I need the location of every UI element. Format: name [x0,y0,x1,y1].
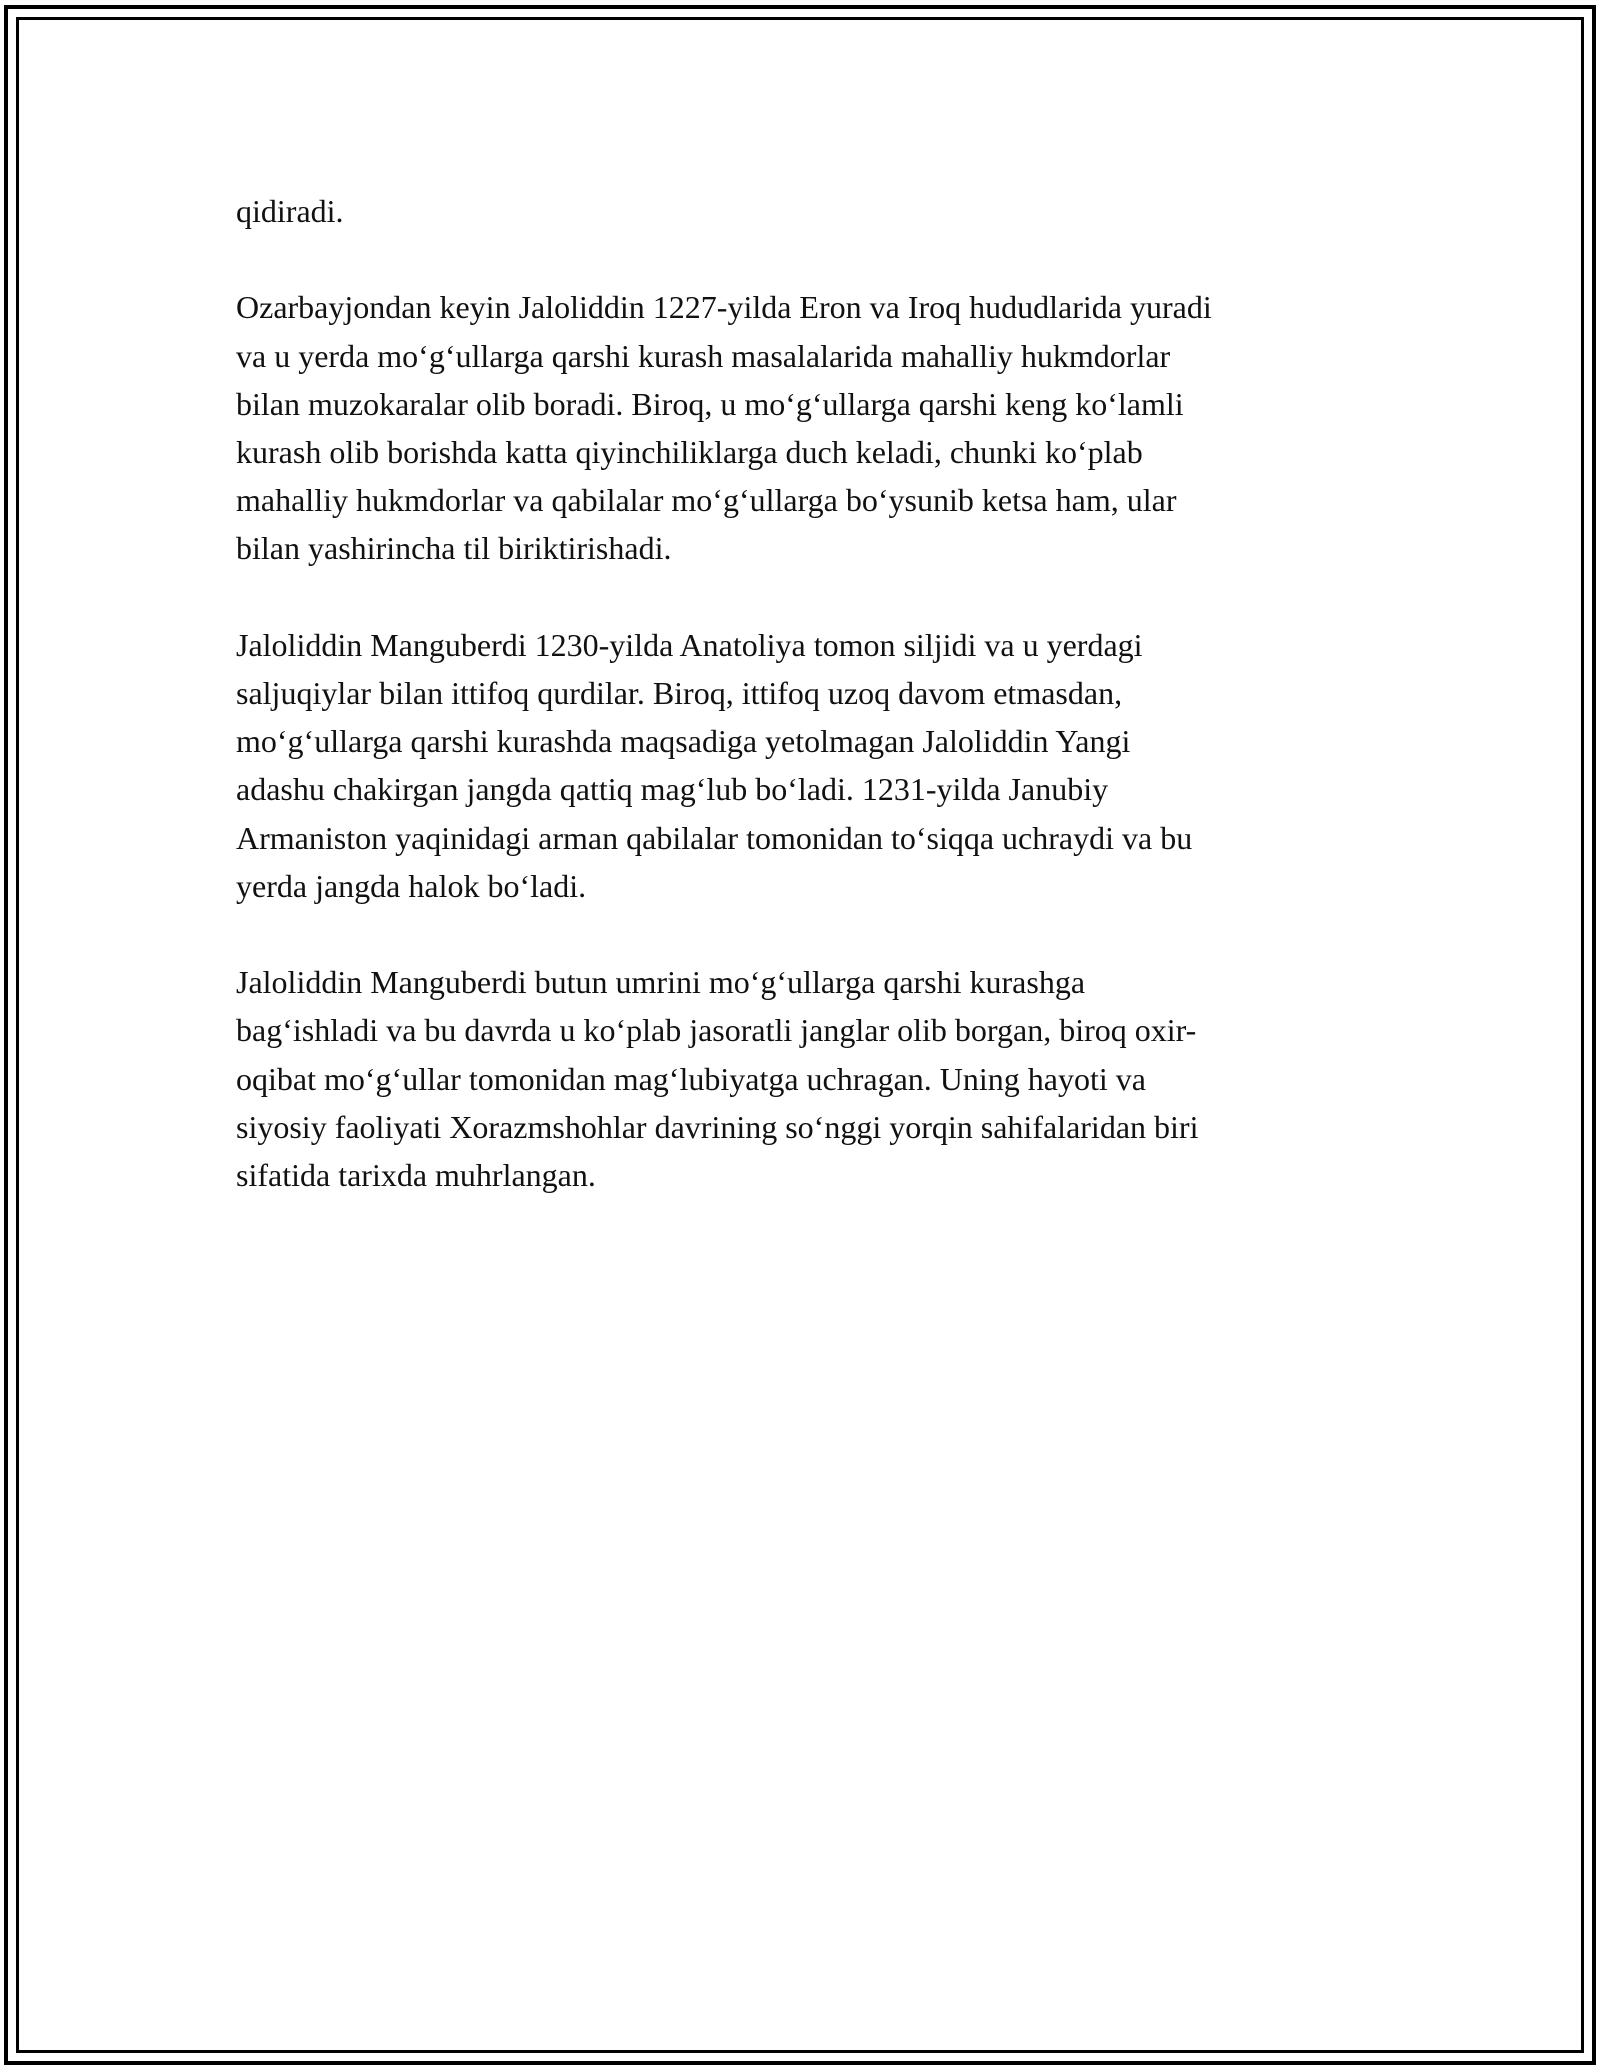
paragraph-3 [236,621,1366,910]
text-line: Jaloliddin Manguberdi butun umrini mo‘g‘ullarga qarshi kurashga [236,964,1086,1001]
text-line: saljuqiylar bilan ittifoq qurdilar. Biroq, ittifoq uzoq davom etmasdan, [236,675,1123,711]
text-line: bag‘ishladi va bu davrda u ko‘plab jasoratli janglar olib borgan, biroq oxir- [236,1012,1197,1049]
text-line: mo‘g‘ullarga qarshi kurashda maqsadiga yetolmagan Jaloliddin Yangi [236,723,1131,760]
text-line: adashu chakirgan jangda qattiq mag‘lub bo‘ladi. 1231-yilda Janubiy [236,771,1109,808]
text-line: mahalliy hukmdorlar va qabilalar mo‘g‘ullarga bo‘ysunib ketsa ham, ular [236,482,1177,519]
paragraph-4 [236,958,1366,1199]
text-line: kurash olib borishda katta qiyinchiliklarga duch keladi, chunki ko‘plab [236,434,1143,470]
text-line: yerda jangda halok bo‘ladi. [236,867,587,904]
text-line: bilan yashirincha til biriktirishadi. [236,530,672,567]
paragraph-2 [236,283,1366,572]
text-line: va u yerda mo‘g‘ullarga qarshi kurash masalalarida mahalliy hukmdorlar [236,337,1171,374]
text-line: Armaniston yaqinidagi arman qabilalar tomonidan to‘siqqa uchraydi va bu [236,819,1193,856]
text-line: sifatida tarixda muhrlangan. [236,1157,596,1194]
text-line: Ozarbayjondan keyin Jaloliddin 1227-yilda Eron va Iroq hududlarida yuradi [236,289,1212,326]
paragraph-1 [236,187,1366,235]
text-line: siyosiy faoliyati Xorazmshohlar davrining so‘nggi yorqin sahifalaridan biri [236,1108,1199,1145]
text-line: qidiradi. [236,193,344,229]
text-line: bilan muzokaralar olib boradi. Biroq, u mo‘g‘ullarga qarshi keng ko‘lamli [236,385,1184,422]
text-line: oqibat mo‘g‘ullar tomonidan mag‘lubiyatga uchragan. Uning hayoti va [236,1060,1146,1097]
text-line: Jaloliddin Manguberdi 1230-yilda Anatoliya tomon siljidi va u yerdagi [236,626,1143,663]
document-body [236,187,1366,1247]
